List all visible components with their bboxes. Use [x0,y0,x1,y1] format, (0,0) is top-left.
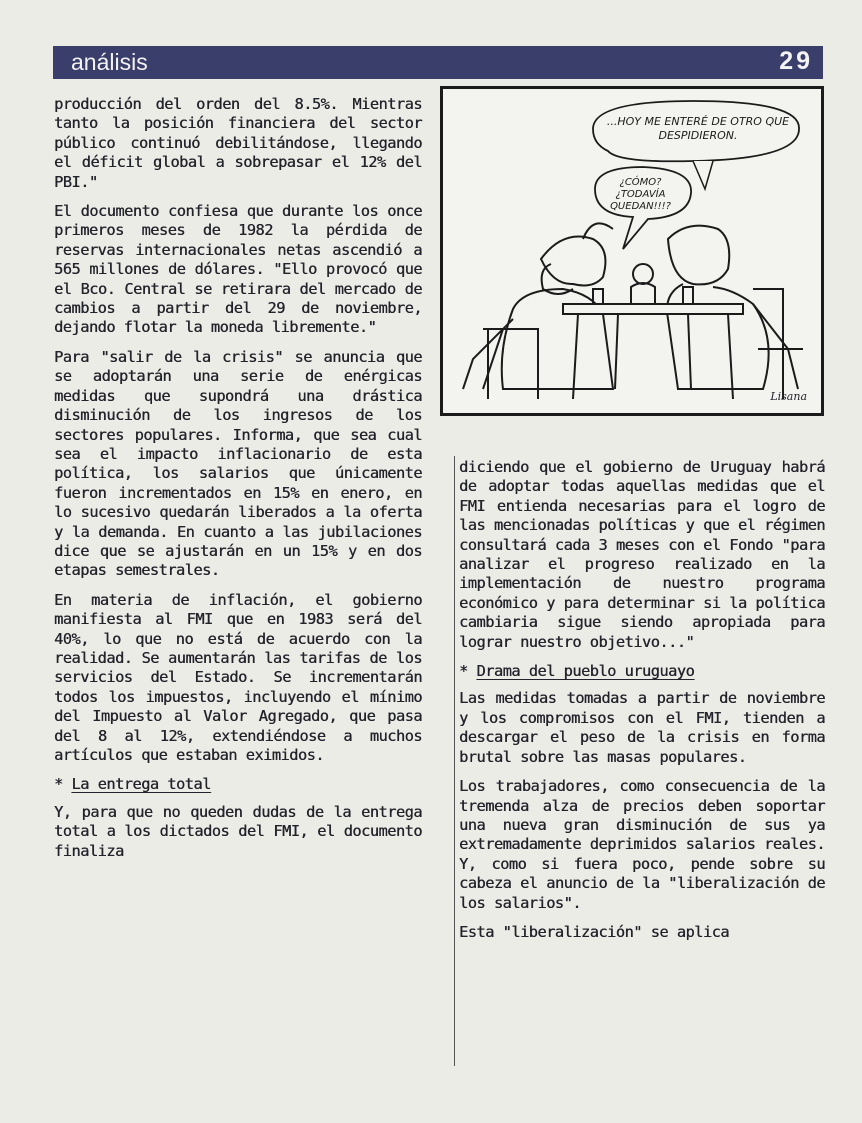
cartoonist-signature: Lisana [770,390,807,403]
left-column [54,95,422,871]
subheading-text: La entrega total [71,775,211,794]
subheading-text: Drama del pueblo uruguayo [476,662,695,681]
paragraph: producción del orden del 8.5%. Mientras tanto la posición financiera del sector público continuó debilitándose, llegando el déficit global a sobrepasar el 12% del PBI." [54,95,422,191]
paragraph: Esta "liberalización" se aplica [459,922,729,941]
paragraph: En materia de inflación, el gobierno manifiesta al FMI que en 1983 será del 40%, lo que no está de acuerdo con la realidad. Se aumentarán las tarifas de los servicios del Estado. Se incrementarán todos los impuestos, incluyendo el mínimo del Impuesto al Valor Agregado, que pasa del 8 al 12%, extendiéndose a muchos artículos que estaban eximidos. [54,590,422,764]
paragraph: Los trabajadores, como consecuencia de la tremenda alza de precios deben soportar una nueva gran disminución de sus ya extremadamente deprimidos salarios reales. Y, como si fuera poco, pende sobre su cabeza el anuncio de la "liberalización de los salarios". [459,777,825,912]
cartoon-illustration [440,86,824,416]
speech-bubble-1-text: ...HOY ME ENTERÉ DE OTRO QUE DESPIDIERON. [606,115,790,142]
page-header [53,46,823,79]
right-column [459,458,825,952]
paragraph: Para "salir de la crisis" se anuncia que se adoptarán una serie de enérgicas medidas que supondrá una drástica disminución de los ingresos de los sectores populares. Informa, que sea cual sea el impacto inflacionario de esta política, los salarios que únicamente fueron incrementados en 15% en enero, en lo sucesivo quedarán liberados a la oferta y la demanda. En cuanto a las jubilaciones dice que se ajustarán en un 15% y en dos etapas semestrales. [54,347,422,580]
bullet-marker: * [459,662,468,681]
paragraph: Y, para que no queden dudas de la entrega total a los dictados del FMI, el documento finaliza [54,802,422,860]
page-number: 29 [779,47,813,75]
column-divider [454,456,455,1066]
paragraph: diciendo que el gobierno de Uruguay habrá de adoptar todas aquellas medidas que el FMI entienda necesarias para el logro de las mencionadas políticas y que el régimen consultará cada 3 meses con el Fondo "para analizar el progreso realizado en la implementación de nuestro programa económico y para determinar si la política cambiaria sigue siendo apropiada para lograr nuestro objetivo..." [459,458,825,651]
paragraph: Las medidas tomadas a partir de noviembre y los compromisos con el FMI, tienden a descargar el peso de la crisis en forma brutal sobre las masas populares. [459,689,825,766]
section-title: análisis [71,49,148,75]
speech-bubble-2-text: ¿CÓMO? ¿TODAVÍA QUEDAN!!!? [610,177,671,212]
bullet-marker: * [54,775,63,794]
subheading [54,775,422,794]
subheading [459,662,825,681]
paragraph: El documento confiesa que durante los once primeros meses de 1982 la pérdida de reservas internacionales netas ascendió a 565 millones de dólares. "Ello provocó que el Bco. Central se retirara del mercado de cambios a partir del 29 de noviembre, dejando flotar la moneda libremente." [54,202,422,337]
